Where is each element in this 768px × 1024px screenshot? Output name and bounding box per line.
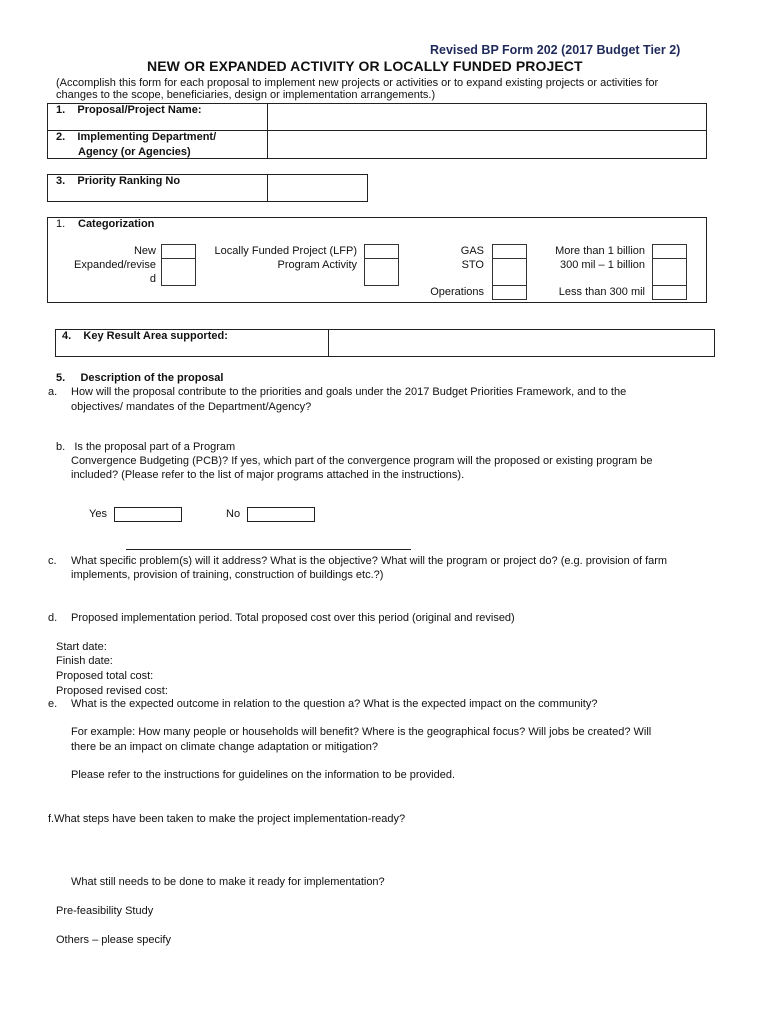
implementing-department-label-line2: Agency (or Agencies) — [78, 146, 191, 158]
question-b-line-3: included? (Please refer to the list of major programs attached in the instructions). — [71, 469, 465, 481]
question-c-line-2: implements, provision of training, construction of buildings etc.?) — [71, 569, 384, 581]
question-e-refer: Please refer to the instructions for guidelines on the information to be provided. — [71, 769, 456, 781]
instructions-line-2: changes to the scope, beneficiaries, design or implementation arrangements.) — [56, 89, 436, 101]
under-300m-checkbox[interactable] — [652, 285, 687, 300]
kra-field[interactable] — [331, 331, 713, 355]
no-checkbox[interactable] — [247, 507, 315, 522]
question-a-marker: a. — [48, 386, 58, 398]
description-heading: 5. Description of the proposal — [56, 372, 224, 384]
question-e-example-2: there be an impact on climate change adaptation or mitigation? — [71, 741, 378, 753]
implementing-department-field[interactable] — [270, 133, 704, 157]
priority-column-divider — [267, 174, 268, 202]
start-date-label: Start date: — [56, 641, 107, 653]
category-operations-label: Operations — [430, 286, 484, 298]
cost-300m-1b-label: 300 mil – 1 billion — [560, 259, 645, 271]
instructions-line-1: (Accomplish this form for each proposal to implement new projects or activities or to expand existing projects or activities for — [56, 77, 659, 89]
question-f-line-2: What still needs to be done to make it ready for implementation? — [71, 876, 385, 888]
cost-over-1-billion-label: More than 1 billion — [555, 245, 645, 257]
cost-under-300m-label: Less than 300 mil — [558, 286, 645, 298]
question-f-line-1: f.What steps have been taken to make the project implementation-ready? — [48, 813, 406, 825]
question-d-line-1: Proposed implementation period. Total proposed cost over this period (original and revised) — [71, 612, 515, 624]
question-e-marker: e. — [48, 698, 58, 710]
priority-ranking-label: 3. Priority Ranking No — [56, 175, 181, 187]
proposal-name-field[interactable] — [270, 105, 704, 128]
others-label: Others – please specify — [56, 934, 171, 946]
category-program-activity-label: Program Activity — [277, 259, 357, 271]
implementing-department-label: 2. Implementing Department/ — [56, 131, 217, 143]
table-column-divider — [267, 103, 268, 159]
kra-column-divider — [328, 329, 329, 357]
yes-checkbox[interactable] — [114, 507, 182, 522]
300m-1b-checkbox[interactable] — [652, 258, 687, 286]
prefeasibility-label: Pre-feasibility Study — [56, 905, 154, 917]
categorization-number: 1. — [56, 218, 66, 230]
category-expanded-label-wrap: d — [149, 273, 156, 285]
category-sto-label: STO — [461, 259, 484, 271]
signature-line — [126, 549, 411, 550]
question-c-line-1: What specific problem(s) will it address? What is the objective? What will the program or project do? (e.g. provision of farm — [71, 555, 668, 567]
categorization-heading: Categorization — [78, 218, 155, 230]
lfp-checkbox[interactable] — [364, 244, 399, 259]
finish-date-label: Finish date: — [56, 655, 113, 667]
form-reference: Revised BP Form 202 (2017 Budget Tier 2) — [430, 43, 681, 57]
category-lfp-label: Locally Funded Project (LFP) — [214, 245, 357, 257]
over-1-billion-checkbox[interactable] — [652, 244, 687, 259]
category-new-label: New — [133, 245, 156, 257]
category-gas-label: GAS — [460, 245, 484, 257]
question-a-line-1: How will the proposal contribute to the priorities and goals under the 2017 Budget Priorities Framework, and to the — [71, 386, 627, 398]
kra-label: 4. Key Result Area supported: — [62, 330, 228, 342]
question-e-line-1: What is the expected outcome in relation to the question a? What is the expected impact on the community? — [71, 698, 598, 710]
program-activity-checkbox[interactable] — [364, 258, 399, 286]
total-cost-label: Proposed total cost: — [56, 670, 154, 682]
no-label: No — [226, 508, 241, 520]
question-c-marker: c. — [48, 555, 57, 567]
proposal-name-label: 1. Proposal/Project Name: — [56, 104, 202, 116]
yes-label: Yes — [89, 508, 107, 520]
question-d-marker: d. — [48, 612, 58, 624]
category-expanded-label: Expanded/revise — [74, 259, 156, 271]
form-title: NEW OR EXPANDED ACTIVITY OR LOCALLY FUNDED PROJECT — [147, 58, 583, 74]
question-b-line-2: Convergence Budgeting (PCB)? If yes, which part of the convergence program will the proposed or existing program be — [71, 455, 653, 467]
revised-cost-label: Proposed revised cost: — [56, 685, 168, 697]
question-a-line-2: objectives/ mandates of the Department/Agency? — [71, 401, 312, 413]
question-b-line-1: b. Is the proposal part of a Program — [56, 441, 236, 453]
priority-ranking-field[interactable] — [270, 176, 366, 200]
question-e-example-1: For example: How many people or households will benefit? Where is the geographical focus? Will jobs be created? Will — [71, 726, 652, 738]
